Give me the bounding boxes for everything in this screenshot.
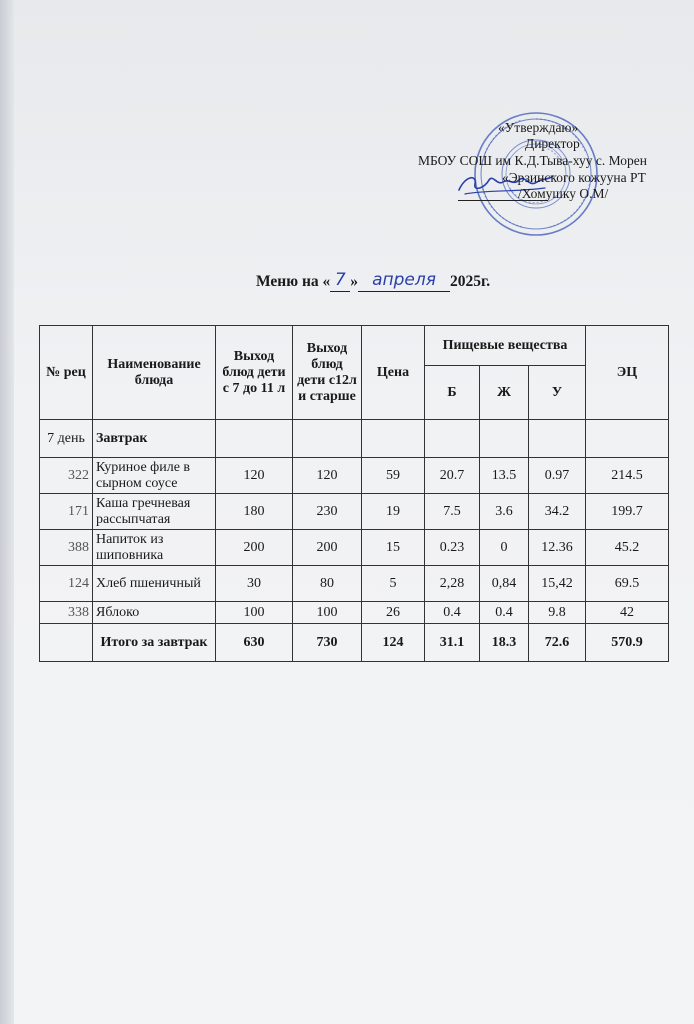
table-row — [40, 458, 669, 494]
cell-out-big: 200 — [293, 530, 362, 566]
cell-out-small: 30 — [216, 566, 293, 602]
cell-name: Каша гречневая рассыпчатая — [93, 494, 216, 530]
header-zh: Ж — [480, 366, 529, 420]
cell-out-small: 180 — [216, 494, 293, 530]
table-row — [40, 602, 669, 624]
approval-title: «Утверждаю» — [498, 120, 579, 135]
cell-rec: 124 — [40, 566, 93, 602]
total-ec: 570.9 — [586, 624, 669, 662]
cell-ec: 214.5 — [586, 458, 669, 494]
empty-cell — [40, 624, 93, 662]
cell-rec: 388 — [40, 530, 93, 566]
cell-name: Хлеб пшеничный — [93, 566, 216, 602]
cell-out-big: 120 — [293, 458, 362, 494]
menu-title — [256, 270, 491, 292]
approval-position: Директор — [525, 136, 580, 151]
cell-name: Яблоко — [93, 602, 216, 624]
title-mid: » — [350, 273, 359, 290]
header-rec: № рец — [40, 326, 93, 420]
cell-rec: 171 — [40, 494, 93, 530]
cell-out-small: 100 — [216, 602, 293, 624]
cell-b: 7.5 — [425, 494, 480, 530]
cell-u: 34.2 — [529, 494, 586, 530]
cell-ec: 199.7 — [586, 494, 669, 530]
empty-cell — [586, 420, 669, 458]
total-u: 72.6 — [529, 624, 586, 662]
cell-zh: 0 — [480, 530, 529, 566]
header-out-small: Выход блюд дети с 7 до 11 л — [216, 326, 293, 420]
header-out-big: Выход блюд дети с12л и старше — [293, 326, 362, 420]
cell-price: 19 — [362, 494, 425, 530]
cell-zh: 0.4 — [480, 602, 529, 624]
total-zh: 18.3 — [480, 624, 529, 662]
cell-out-big: 80 — [293, 566, 362, 602]
cell-zh: 3.6 — [480, 494, 529, 530]
day-label: 7 день — [40, 420, 93, 458]
approval-director-name: /Хомушку О.М/ — [518, 186, 609, 201]
cell-u: 15,42 — [529, 566, 586, 602]
cell-b: 20.7 — [425, 458, 480, 494]
page-edge — [0, 0, 14, 1024]
total-price: 124 — [362, 624, 425, 662]
cell-name: Напиток из шиповника — [93, 530, 216, 566]
cell-price: 15 — [362, 530, 425, 566]
approval-school: МБОУ СОШ им К.Д.Тыва-хуу с. Морен — [418, 153, 648, 168]
cell-price: 5 — [362, 566, 425, 602]
empty-cell — [480, 420, 529, 458]
cell-out-small: 120 — [216, 458, 293, 494]
table-day-row — [40, 420, 669, 458]
title-prefix: Меню на « — [256, 273, 331, 290]
cell-u: 9.8 — [529, 602, 586, 624]
title-day: 7 — [334, 270, 346, 290]
title-day-blank — [330, 270, 350, 292]
cell-rec: 338 — [40, 602, 93, 624]
approval-district: «Эрзинского кожууна РТ — [502, 170, 646, 185]
title-month-blank — [358, 270, 450, 292]
cell-price: 26 — [362, 602, 425, 624]
empty-cell — [529, 420, 586, 458]
cell-out-big: 230 — [293, 494, 362, 530]
cell-ec: 69.5 — [586, 566, 669, 602]
table-row — [40, 494, 669, 530]
cell-zh: 0,84 — [480, 566, 529, 602]
cell-u: 0.97 — [529, 458, 586, 494]
header-ec: ЭЦ — [586, 326, 669, 420]
empty-cell — [216, 420, 293, 458]
menu-table — [39, 325, 669, 662]
cell-u: 12.36 — [529, 530, 586, 566]
title-month: апреля — [372, 270, 436, 290]
meal-label: Завтрак — [93, 420, 216, 458]
cell-price: 59 — [362, 458, 425, 494]
empty-cell — [425, 420, 480, 458]
header-price: Цена — [362, 326, 425, 420]
cell-name: Куриное филе в сырном соусе — [93, 458, 216, 494]
header-b: Б — [425, 366, 480, 420]
cell-zh: 13.5 — [480, 458, 529, 494]
header-u: У — [529, 366, 586, 420]
header-nutrients: Пищевые вещества — [425, 326, 586, 366]
title-suffix: 2025г. — [450, 273, 491, 290]
table-row — [40, 530, 669, 566]
table-total-row — [40, 624, 669, 662]
total-out-big: 730 — [293, 624, 362, 662]
total-label: Итого за завтрак — [93, 624, 216, 662]
cell-ec: 45.2 — [586, 530, 669, 566]
table-row — [40, 566, 669, 602]
cell-b: 2,28 — [425, 566, 480, 602]
total-b: 31.1 — [425, 624, 480, 662]
cell-out-big: 100 — [293, 602, 362, 624]
header-name: Наименование блюда — [93, 326, 216, 420]
cell-b: 0.4 — [425, 602, 480, 624]
cell-ec: 42 — [586, 602, 669, 624]
total-out-small: 630 — [216, 624, 293, 662]
empty-cell — [362, 420, 425, 458]
empty-cell — [293, 420, 362, 458]
cell-out-small: 200 — [216, 530, 293, 566]
table-header-row — [40, 326, 669, 366]
cell-rec: 322 — [40, 458, 93, 494]
cell-b: 0.23 — [425, 530, 480, 566]
